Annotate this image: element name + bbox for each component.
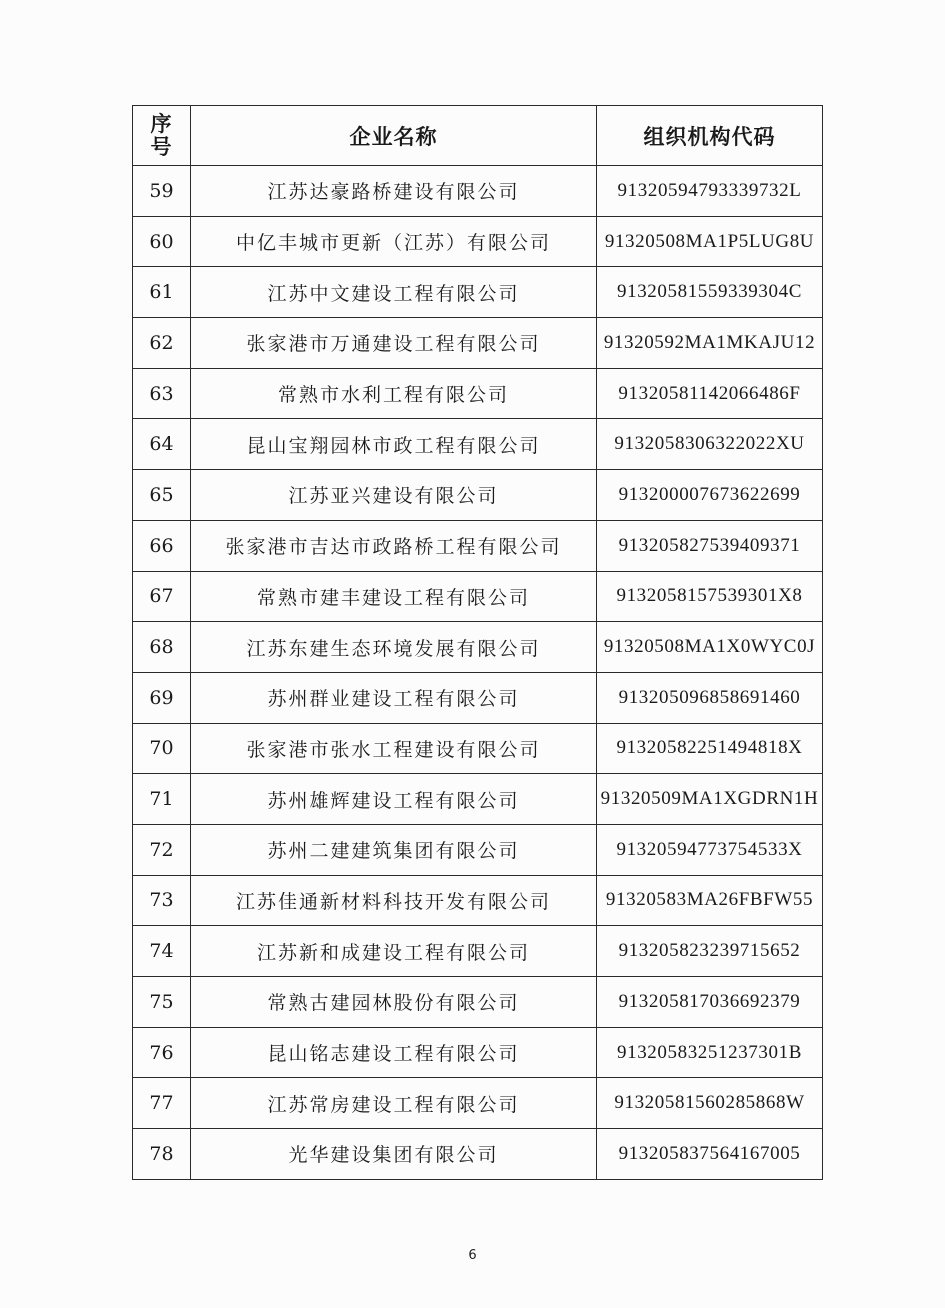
row-seq: 75 <box>133 977 191 1028</box>
row-company-name: 江苏新和成建设工程有限公司 <box>191 926 597 977</box>
header-org-code: 组织机构代码 <box>597 106 823 166</box>
row-org-code: 9132058157539301X8 <box>597 571 823 622</box>
row-company-name: 常熟市水利工程有限公司 <box>191 368 597 419</box>
header-company-name: 企业名称 <box>191 106 597 166</box>
table-row <box>133 216 823 267</box>
row-company-name: 常熟古建园林股份有限公司 <box>191 977 597 1028</box>
table-row <box>133 926 823 977</box>
row-org-code: 91320581560285868W <box>597 1078 823 1129</box>
page-number: 6 <box>468 1248 477 1263</box>
row-org-code: 913205823239715652 <box>597 926 823 977</box>
table-row <box>133 267 823 318</box>
table-row <box>133 520 823 571</box>
row-company-name: 江苏亚兴建设有限公司 <box>191 470 597 521</box>
row-org-code: 913205827539409371 <box>597 520 823 571</box>
table-body <box>133 166 823 1180</box>
row-org-code: 91320594793339732L <box>597 166 823 217</box>
row-company-name: 江苏佳通新材料科技开发有限公司 <box>191 875 597 926</box>
row-seq: 63 <box>133 368 191 419</box>
row-seq: 78 <box>133 1129 191 1180</box>
table-row <box>133 470 823 521</box>
row-org-code: 9132058225149481​8X <box>597 723 823 774</box>
row-org-code: 913200007673622699 <box>597 470 823 521</box>
row-org-code: 91320508MA1P5LUG8U <box>597 216 823 267</box>
row-seq: 67 <box>133 571 191 622</box>
row-org-code: 91320508MA1X0WYC0J <box>597 622 823 673</box>
header-seq-top: 序 <box>150 111 173 136</box>
company-table <box>132 105 823 1180</box>
row-seq: 68 <box>133 622 191 673</box>
row-seq: 62 <box>133 318 191 369</box>
row-org-code: 91320509MA1XGDRN1H <box>597 774 823 825</box>
row-org-code: 91320583MA26FBFW55 <box>597 875 823 926</box>
row-org-code: 91320581142066486F <box>597 368 823 419</box>
row-company-name: 张家港市吉达市政路桥工程有限公司 <box>191 520 597 571</box>
row-seq: 66 <box>133 520 191 571</box>
row-company-name: 苏州群业建设工程有限公司 <box>191 672 597 723</box>
table-row <box>133 419 823 470</box>
row-company-name: 中亿丰城市更新（江苏）有限公司 <box>191 216 597 267</box>
table-row <box>133 875 823 926</box>
row-company-name: 光华建设集团有限公司 <box>191 1129 597 1180</box>
row-seq: 74 <box>133 926 191 977</box>
row-seq: 69 <box>133 672 191 723</box>
row-company-name: 苏州二建建筑集团有限公司 <box>191 824 597 875</box>
table-row <box>133 1129 823 1180</box>
row-seq: 77 <box>133 1078 191 1129</box>
table-row <box>133 774 823 825</box>
row-seq: 59 <box>133 166 191 217</box>
header-seq-bottom: 号 <box>150 134 173 159</box>
row-seq: 64 <box>133 419 191 470</box>
header-seq <box>133 106 191 166</box>
row-company-name: 江苏东建生态环境发展有限公司 <box>191 622 597 673</box>
row-company-name: 昆山铭志建设工程有限公司 <box>191 1027 597 1078</box>
table-row <box>133 571 823 622</box>
table-row <box>133 1078 823 1129</box>
row-seq: 72 <box>133 824 191 875</box>
table-row <box>133 977 823 1028</box>
row-company-name: 苏州雄辉建设工程有限公司 <box>191 774 597 825</box>
row-org-code: 91320583251237301B <box>597 1027 823 1078</box>
row-org-code: 913205837564167005 <box>597 1129 823 1180</box>
row-org-code: 91320592MA1MKAJU12 <box>597 318 823 369</box>
table-row <box>133 1027 823 1078</box>
row-seq: 60 <box>133 216 191 267</box>
row-seq: 70 <box>133 723 191 774</box>
row-org-code: 91320594773754533X <box>597 824 823 875</box>
row-company-name: 张家港市万通建设工程有限公司 <box>191 318 597 369</box>
row-company-name: 张家港市张水工程建设有限公司 <box>191 723 597 774</box>
table-row <box>133 166 823 217</box>
table-row <box>133 672 823 723</box>
row-company-name: 江苏中文建设工程有限公司 <box>191 267 597 318</box>
row-company-name: 江苏达豪路桥建设有限公司 <box>191 166 597 217</box>
table-row <box>133 723 823 774</box>
row-company-name: 常熟市建丰建设工程有限公司 <box>191 571 597 622</box>
table-row <box>133 318 823 369</box>
table-row <box>133 368 823 419</box>
row-company-name: 江苏常房建设工程有限公司 <box>191 1078 597 1129</box>
row-seq: 65 <box>133 470 191 521</box>
row-org-code: 9132058306322022XU <box>597 419 823 470</box>
row-company-name: 昆山宝翔园林市政工程有限公司 <box>191 419 597 470</box>
row-seq: 76 <box>133 1027 191 1078</box>
row-org-code: 913205096858691460 <box>597 672 823 723</box>
table-header-row <box>133 106 823 166</box>
table-row <box>133 622 823 673</box>
row-seq: 61 <box>133 267 191 318</box>
row-org-code: 91320581559339304C <box>597 267 823 318</box>
row-org-code: 913205817036692379 <box>597 977 823 1028</box>
row-seq: 73 <box>133 875 191 926</box>
table-row <box>133 824 823 875</box>
row-seq: 71 <box>133 774 191 825</box>
